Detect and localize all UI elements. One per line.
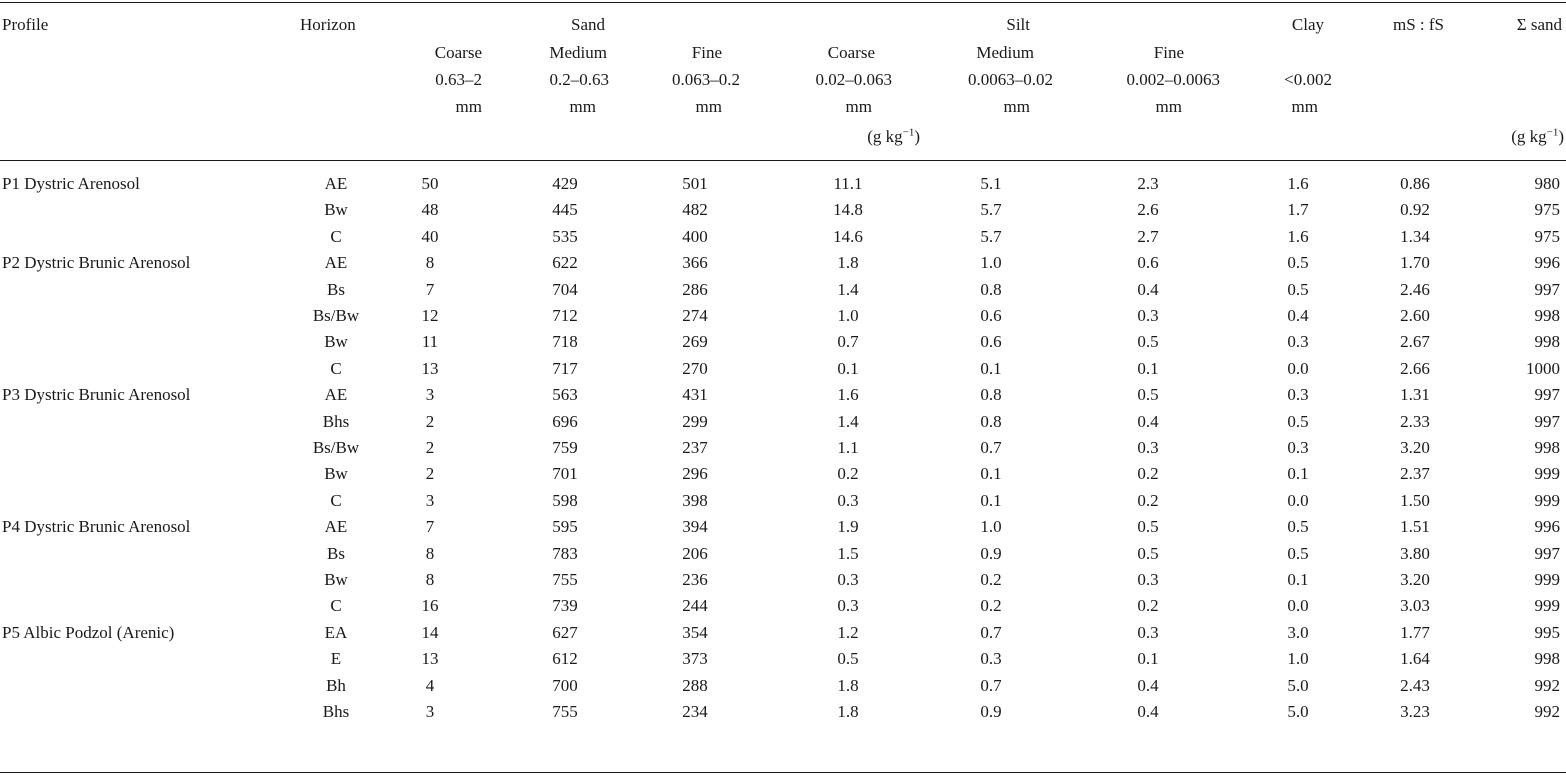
cell-medium-sand: 595: [552, 517, 578, 537]
cell-clay: 5.0: [1287, 702, 1309, 721]
cell-fine-sand: 288: [682, 675, 708, 695]
cell-profile: P3 Dystric Brunic Arenosol: [2, 385, 191, 405]
header-silt-medium-range: 0.0063–0.02: [968, 70, 1053, 89]
cell-clay: 0.5: [1287, 411, 1309, 431]
cell-fine-silt: 2.7: [1137, 226, 1159, 246]
header-silt-fine-mm: mm: [1155, 97, 1182, 116]
cell-sum: 997: [1534, 411, 1560, 431]
header-silt-coarse-range: 0.02–0.063: [815, 70, 892, 89]
cell-medium-silt: 0.2: [980, 570, 1002, 589]
cell-ratio: 2.66: [1400, 358, 1430, 378]
cell-horizon: Bs: [327, 543, 345, 563]
cell-coarse-sand: 3: [425, 702, 435, 721]
cell-horizon: Bw: [324, 570, 348, 589]
cell-medium-sand: 704: [552, 279, 578, 299]
cell-fine-silt: 0.2: [1137, 490, 1159, 510]
cell-coarse-sand: 13: [421, 649, 439, 669]
cell-medium-silt: 0.8: [980, 385, 1002, 405]
cell-coarse-silt: 1.2: [837, 622, 859, 642]
cell-profile: P5 Albic Podzol (Arenic): [2, 622, 175, 642]
cell-medium-silt: 0.3: [980, 649, 1002, 669]
cell-coarse-silt: 1.8: [837, 675, 859, 695]
cell-sum: 997: [1534, 279, 1560, 299]
cell-sum: 998: [1534, 332, 1560, 352]
cell-fine-sand: 286: [682, 279, 708, 299]
cell-profile: P4 Dystric Brunic Arenosol: [2, 517, 191, 537]
cell-coarse-silt: 0.7: [837, 332, 859, 352]
header-sand-fine: Fine: [691, 43, 722, 62]
cell-sum: 999: [1534, 464, 1560, 484]
cell-medium-silt: 0.9: [980, 543, 1002, 563]
cell-medium-sand: 755: [552, 570, 578, 589]
cell-sum: 992: [1534, 702, 1560, 721]
cell-ratio: 2.67: [1400, 332, 1430, 352]
cell-horizon: C: [330, 490, 342, 510]
cell-coarse-sand: 2: [425, 464, 435, 484]
cell-horizon: Bw: [324, 200, 348, 220]
cell-sum: 975: [1534, 226, 1560, 246]
cell-sum: 996: [1534, 517, 1560, 537]
cell-horizon: C: [330, 596, 342, 616]
header-sand-medium-range: 0.2–0.63: [549, 70, 609, 89]
cell-sum: 997: [1534, 385, 1560, 405]
cell-ratio: 1.77: [1400, 622, 1430, 642]
table-row: [0, 567, 1566, 593]
unit-exponent: −1: [1546, 126, 1559, 139]
cell-ratio: 0.86: [1400, 174, 1430, 193]
cell-fine-silt: 0.3: [1137, 570, 1159, 589]
table-row: [0, 197, 1566, 223]
cell-medium-silt: 0.9: [980, 702, 1002, 721]
cell-coarse-silt: 1.5: [837, 543, 859, 563]
cell-ratio: 1.34: [1400, 226, 1430, 246]
cell-ratio: 1.64: [1400, 649, 1430, 669]
cell-fine-sand: 234: [682, 702, 708, 721]
unit-close: ): [1558, 127, 1564, 146]
cell-fine-silt: 0.3: [1137, 306, 1159, 325]
table-row: [0, 171, 1566, 197]
cell-sum: 999: [1534, 490, 1560, 510]
cell-medium-silt: 0.6: [980, 306, 1002, 325]
cell-fine-silt: 0.4: [1137, 279, 1159, 299]
cell-fine-sand: 206: [682, 543, 708, 563]
cell-coarse-sand: 13: [421, 358, 439, 378]
table-bottom-rule: [0, 772, 1566, 773]
cell-horizon: E: [330, 649, 342, 669]
cell-horizon: C: [330, 358, 342, 378]
cell-sum: 997: [1534, 543, 1560, 563]
table-row: [0, 409, 1566, 435]
cell-sum: 998: [1534, 306, 1560, 325]
header-silt-coarse: Coarse: [827, 43, 875, 62]
cell-clay: 1.6: [1287, 174, 1309, 193]
cell-ratio: 2.43: [1400, 675, 1430, 695]
header-silt-medium-mm: mm: [1003, 97, 1030, 116]
header-unit-sum: [1420, 124, 1564, 149]
cell-fine-silt: 0.5: [1137, 543, 1159, 563]
cell-clay: 0.5: [1287, 517, 1309, 537]
cell-coarse-sand: 14: [421, 622, 439, 642]
cell-fine-sand: 269: [682, 332, 708, 352]
table-row: [0, 620, 1566, 646]
cell-clay: 0.0: [1287, 490, 1309, 510]
header-unit-concentration: [760, 124, 920, 149]
header-sand: Sand: [571, 15, 605, 34]
cell-fine-silt: 0.3: [1137, 622, 1159, 642]
cell-coarse-sand: 8: [425, 543, 435, 563]
cell-clay: 0.3: [1287, 332, 1309, 352]
cell-ratio: 3.20: [1400, 570, 1430, 589]
cell-clay: 0.0: [1287, 358, 1309, 378]
cell-coarse-silt: 1.4: [837, 279, 859, 299]
cell-fine-sand: 398: [682, 490, 708, 510]
cell-coarse-silt: 14.6: [833, 226, 863, 246]
cell-coarse-silt: 0.3: [837, 490, 859, 510]
header-sand-fine-mm: mm: [695, 97, 722, 116]
cell-medium-silt: 0.6: [980, 332, 1002, 352]
cell-fine-sand: 400: [682, 226, 708, 246]
cell-sum: 1000: [1526, 358, 1560, 378]
cell-coarse-silt: 1.1: [837, 438, 859, 457]
cell-coarse-sand: 16: [421, 596, 439, 616]
cell-fine-silt: 0.2: [1137, 464, 1159, 484]
header-ratio: mS : fS: [1392, 15, 1444, 34]
cell-medium-silt: 5.1: [980, 174, 1002, 193]
cell-ratio: 2.37: [1400, 464, 1430, 484]
cell-medium-sand: 612: [552, 649, 578, 669]
header-sand-coarse: Coarse: [434, 43, 482, 62]
cell-clay: 0.5: [1287, 279, 1309, 299]
table-top-rule: [0, 2, 1566, 3]
cell-medium-silt: 0.1: [980, 358, 1002, 378]
cell-horizon: Bw: [324, 332, 348, 352]
header-silt-fine-range: 0.002–0.0063: [1126, 70, 1220, 89]
table-row: [0, 541, 1566, 567]
cell-medium-silt: 5.7: [980, 200, 1002, 220]
cell-medium-silt: 5.7: [980, 226, 1002, 246]
cell-ratio: 0.92: [1400, 200, 1430, 220]
cell-clay: 5.0: [1287, 675, 1309, 695]
cell-ratio: 2.46: [1400, 279, 1430, 299]
header-sand-fine-range: 0.063–0.2: [672, 70, 740, 89]
header-profile: Profile: [2, 15, 49, 34]
cell-fine-silt: 0.5: [1137, 332, 1159, 352]
table-row: [0, 356, 1566, 382]
cell-sum: 998: [1534, 438, 1560, 457]
cell-horizon: C: [330, 226, 342, 246]
cell-ratio: 1.31: [1400, 385, 1430, 405]
cell-medium-sand: 696: [552, 411, 578, 431]
cell-coarse-silt: 1.6: [837, 385, 859, 405]
table-row: [0, 224, 1566, 250]
cell-fine-sand: 366: [682, 253, 708, 273]
cell-ratio: 1.70: [1400, 253, 1430, 273]
cell-horizon: Bs/Bw: [312, 306, 360, 325]
cell-coarse-silt: 0.1: [837, 358, 859, 378]
table-row: [0, 461, 1566, 487]
cell-coarse-sand: 40: [421, 226, 439, 246]
cell-fine-silt: 0.6: [1137, 253, 1159, 273]
cell-fine-sand: 482: [682, 200, 708, 220]
cell-clay: 0.0: [1287, 596, 1309, 616]
cell-ratio: 3.20: [1400, 438, 1430, 457]
cell-coarse-sand: 3: [425, 490, 435, 510]
cell-medium-silt: 0.7: [980, 438, 1002, 457]
cell-coarse-sand: 48: [421, 200, 439, 220]
cell-medium-sand: 445: [552, 200, 578, 220]
cell-profile: P2 Dystric Brunic Arenosol: [2, 253, 191, 273]
table-row: [0, 673, 1566, 699]
cell-fine-sand: 236: [682, 570, 708, 589]
cell-coarse-silt: 1.8: [837, 253, 859, 273]
cell-coarse-sand: 8: [425, 570, 435, 589]
cell-medium-silt: 1.0: [980, 253, 1002, 273]
cell-medium-sand: 783: [552, 543, 578, 563]
cell-fine-silt: 0.1: [1137, 649, 1159, 669]
table-row: [0, 277, 1566, 303]
cell-fine-silt: 2.3: [1137, 174, 1159, 193]
cell-fine-sand: 373: [682, 649, 708, 669]
header-clay-range: <0.002: [1284, 70, 1332, 89]
header-silt-coarse-mm: mm: [845, 97, 872, 116]
cell-medium-silt: 1.0: [980, 517, 1002, 537]
cell-clay: 0.1: [1287, 464, 1309, 484]
cell-medium-silt: 0.8: [980, 411, 1002, 431]
cell-medium-silt: 0.2: [980, 596, 1002, 616]
cell-coarse-silt: 0.5: [837, 649, 859, 669]
cell-fine-sand: 270: [682, 358, 708, 378]
cell-coarse-sand: 50: [421, 174, 439, 193]
cell-horizon: Bh: [326, 675, 346, 695]
cell-fine-silt: 0.3: [1137, 438, 1159, 457]
cell-medium-sand: 622: [552, 253, 578, 273]
cell-coarse-silt: 14.8: [833, 200, 863, 220]
cell-medium-sand: 700: [552, 675, 578, 695]
cell-medium-sand: 701: [552, 464, 578, 484]
cell-medium-sand: 759: [552, 438, 578, 457]
cell-fine-silt: 0.4: [1137, 675, 1159, 695]
cell-ratio: 1.51: [1400, 517, 1430, 537]
cell-coarse-sand: 7: [425, 279, 435, 299]
cell-medium-silt: 0.7: [980, 622, 1002, 642]
cell-horizon: Bs/Bw: [312, 438, 360, 457]
cell-medium-sand: 535: [552, 226, 578, 246]
table-row: [0, 699, 1566, 725]
cell-coarse-silt: 1.8: [837, 702, 859, 721]
cell-coarse-silt: 0.3: [837, 570, 859, 589]
header-sand-medium-mm: mm: [569, 97, 596, 116]
cell-horizon: AE: [324, 385, 348, 405]
header-sand-coarse-mm: mm: [455, 97, 482, 116]
header-clay: Clay: [1291, 15, 1324, 34]
cell-coarse-silt: 0.2: [837, 464, 859, 484]
cell-horizon: EA: [324, 622, 348, 642]
cell-clay: 0.3: [1287, 438, 1309, 457]
header-clay-mm: mm: [1291, 97, 1318, 116]
cell-fine-sand: 244: [682, 596, 708, 616]
cell-medium-silt: 0.1: [980, 490, 1002, 510]
cell-sum: 980: [1534, 174, 1560, 193]
cell-fine-silt: 0.4: [1137, 702, 1159, 721]
unit-close: ): [914, 127, 920, 146]
unit-text: (g kg: [867, 127, 903, 146]
cell-horizon: Bhs: [322, 411, 350, 431]
table-row: [0, 488, 1566, 514]
cell-sum: 996: [1534, 253, 1560, 273]
cell-horizon: Bs: [327, 279, 345, 299]
cell-medium-sand: 717: [552, 358, 578, 378]
cell-sum: 999: [1534, 596, 1560, 616]
cell-medium-sand: 718: [552, 332, 578, 352]
cell-clay: 1.0: [1287, 649, 1309, 669]
cell-fine-silt: 2.6: [1137, 200, 1159, 220]
cell-fine-silt: 0.4: [1137, 411, 1159, 431]
cell-fine-silt: 0.2: [1137, 596, 1159, 616]
table-row: [0, 250, 1566, 276]
cell-sum: 998: [1534, 649, 1560, 669]
cell-fine-sand: 354: [682, 622, 708, 642]
cell-fine-sand: 431: [682, 385, 708, 405]
cell-ratio: 3.80: [1400, 543, 1430, 563]
table-row: [0, 329, 1566, 355]
table-row: [0, 435, 1566, 461]
cell-clay: 0.3: [1287, 385, 1309, 405]
cell-medium-sand: 429: [552, 174, 578, 193]
cell-horizon: AE: [324, 517, 348, 537]
cell-coarse-silt: 1.0: [837, 306, 859, 325]
cell-sum: 995: [1534, 622, 1560, 642]
header-sand-medium: Medium: [549, 43, 607, 62]
cell-coarse-sand: 8: [425, 253, 435, 273]
cell-medium-sand: 563: [552, 385, 578, 405]
cell-clay: 0.5: [1287, 253, 1309, 273]
cell-fine-silt: 0.5: [1137, 385, 1159, 405]
cell-coarse-silt: 1.9: [837, 517, 859, 537]
cell-sum: 999: [1534, 570, 1560, 589]
table-row: [0, 382, 1566, 408]
cell-fine-sand: 501: [682, 174, 708, 193]
cell-clay: 0.1: [1287, 570, 1309, 589]
header-silt-fine: Fine: [1153, 43, 1184, 62]
cell-fine-sand: 299: [682, 411, 708, 431]
cell-medium-sand: 598: [552, 490, 578, 510]
cell-coarse-silt: 1.4: [837, 411, 859, 431]
header-sum: Σ sand: [1516, 15, 1562, 34]
cell-ratio: 1.50: [1400, 490, 1430, 510]
cell-ratio: 3.03: [1400, 596, 1430, 616]
cell-medium-silt: 0.7: [980, 675, 1002, 695]
table-header-rule: [0, 160, 1566, 161]
cell-coarse-sand: 2: [425, 438, 435, 457]
unit-text: (g kg: [1511, 127, 1547, 146]
cell-clay: 1.6: [1287, 226, 1309, 246]
cell-medium-silt: 0.8: [980, 279, 1002, 299]
cell-coarse-sand: 2: [425, 411, 435, 431]
cell-coarse-sand: 11: [421, 332, 439, 352]
cell-medium-sand: 755: [552, 702, 578, 721]
cell-coarse-sand: 7: [425, 517, 435, 537]
cell-coarse-silt: 0.3: [837, 596, 859, 616]
cell-fine-sand: 394: [682, 517, 708, 537]
cell-fine-sand: 237: [682, 438, 708, 457]
table-row: [0, 303, 1566, 329]
cell-horizon: AE: [324, 253, 348, 273]
cell-fine-sand: 296: [682, 464, 708, 484]
cell-clay: 1.7: [1287, 200, 1309, 220]
header-silt-medium: Medium: [976, 43, 1034, 62]
header-horizon: Horizon: [300, 15, 356, 34]
cell-ratio: 2.60: [1400, 306, 1430, 325]
cell-horizon: Bw: [324, 464, 348, 484]
cell-ratio: 2.33: [1400, 411, 1430, 431]
table-row: [0, 593, 1566, 619]
table-row: [0, 514, 1566, 540]
cell-fine-silt: 0.5: [1137, 517, 1159, 537]
cell-medium-sand: 712: [552, 306, 578, 325]
cell-fine-silt: 0.1: [1137, 358, 1159, 378]
cell-ratio: 3.23: [1400, 702, 1430, 721]
cell-clay: 0.5: [1287, 543, 1309, 563]
cell-medium-sand: 627: [552, 622, 578, 642]
cell-coarse-sand: 4: [425, 675, 435, 695]
cell-horizon: AE: [324, 174, 348, 193]
cell-coarse-sand: 3: [425, 385, 435, 405]
cell-clay: 0.4: [1287, 306, 1309, 325]
cell-coarse-sand: 12: [421, 306, 439, 325]
cell-profile: P1 Dystric Arenosol: [2, 174, 140, 193]
cell-coarse-silt: 11.1: [833, 174, 863, 193]
cell-sum: 992: [1534, 675, 1560, 695]
cell-sum: 975: [1534, 200, 1560, 220]
cell-fine-sand: 274: [682, 306, 708, 325]
header-silt: Silt: [1006, 15, 1030, 34]
cell-medium-sand: 739: [552, 596, 578, 616]
unit-exponent: −1: [902, 126, 915, 139]
header-sand-coarse-range: 0.63–2: [435, 70, 482, 89]
cell-medium-silt: 0.1: [980, 464, 1002, 484]
table-row: [0, 646, 1566, 672]
cell-clay: 3.0: [1287, 622, 1309, 642]
cell-horizon: Bhs: [322, 702, 350, 721]
